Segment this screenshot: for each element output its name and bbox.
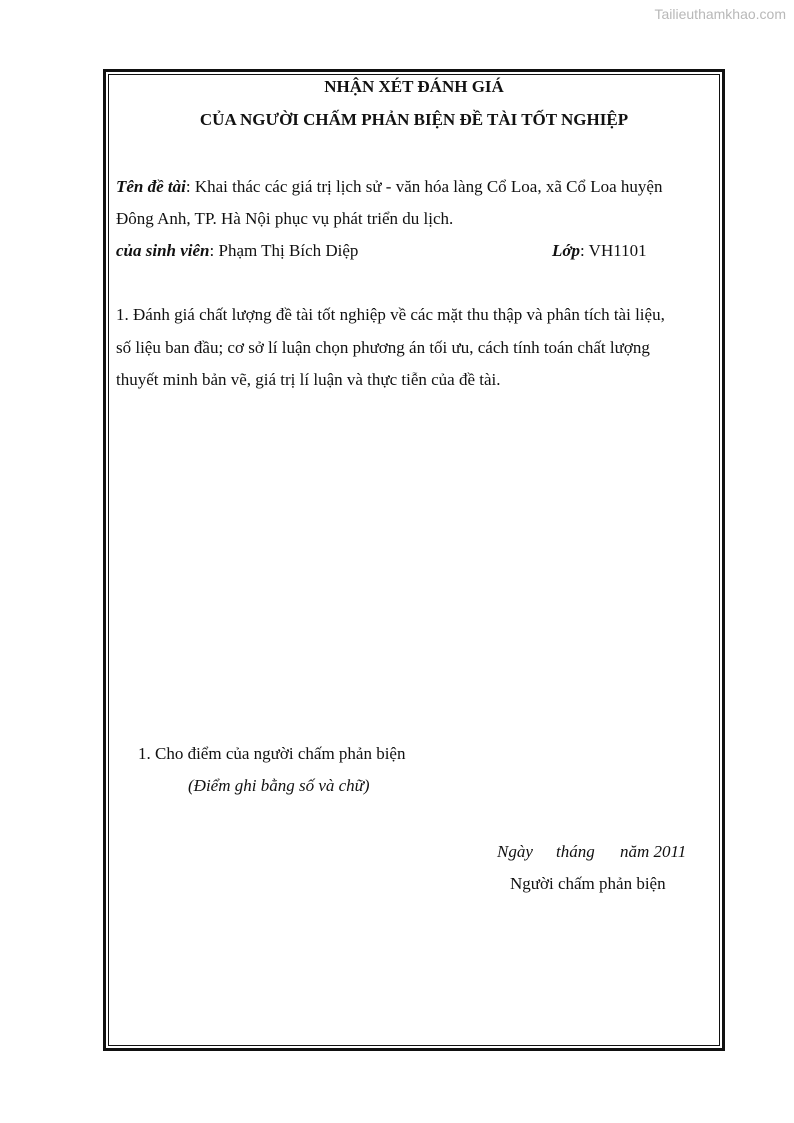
date-day: Ngày [497, 842, 533, 861]
topic-line-2: Đông Anh, TP. Hà Nội phục vụ phát triển du lịch. [116, 209, 454, 228]
class-value: : VH1101 [580, 241, 647, 260]
date-month: tháng [556, 842, 595, 861]
section1-line-3: thuyết minh bản vẽ, giá trị lí luận và thực tiễn của đề tài. [116, 370, 501, 389]
topic-label: Tên đề tài [116, 177, 186, 196]
class-label: Lớp [552, 241, 581, 260]
watermark: Tailieuthamkhao.com [654, 6, 786, 22]
section2-heading: 1. Cho điểm của người chấm phản biện [138, 744, 406, 763]
student-label: của sinh viên [116, 241, 210, 260]
section2-note: (Điểm ghi bằng số và chữ) [188, 776, 370, 795]
date-year: năm 2011 [620, 842, 687, 861]
student-name: : Phạm Thị Bích Diệp [209, 241, 359, 260]
signer-title: Người chấm phản biện [510, 874, 666, 893]
topic-line-1 [116, 177, 662, 197]
title-line-1: NHẬN XÉT ĐÁNH GIÁ [324, 77, 504, 96]
student-line [116, 241, 358, 261]
section1-line-1: 1. Đánh giá chất lượng đề tài tốt nghiệp về các mặt thu thập và phân tích tài liệu, [116, 305, 665, 324]
class-line [552, 241, 647, 261]
title-line-2: CỦA NGƯỜI CHẤM PHẢN BIỆN ĐỀ TÀI TỐT NGHIỆP [199, 110, 629, 129]
topic-value: : Khai thác các giá trị lịch sử - văn hóa làng Cổ Loa, xã Cổ Loa huyện [185, 177, 663, 196]
section1-line-2: số liệu ban đầu; cơ sở lí luận chọn phương án tối ưu, cách tính toán chất lượng [116, 338, 650, 357]
